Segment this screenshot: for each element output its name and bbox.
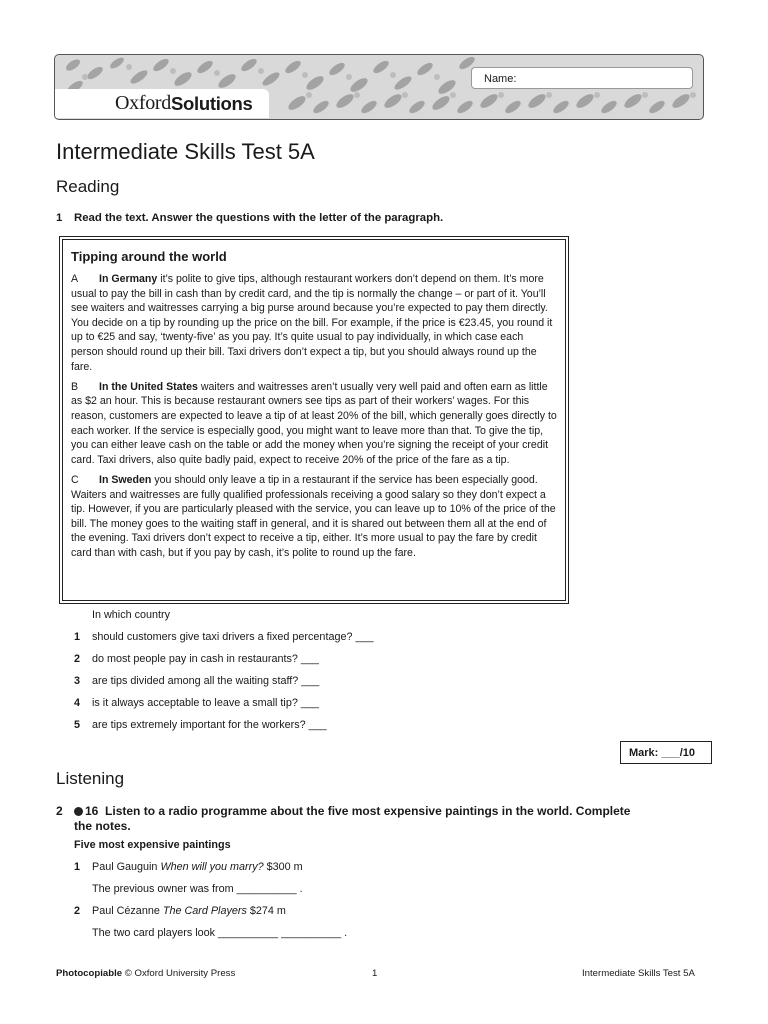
publisher-text: © Oxford University Press <box>122 968 236 979</box>
name-label: Name: <box>484 73 517 85</box>
photocopiable-label: Photocopiable <box>56 968 123 979</box>
page-number: 1 <box>372 968 378 979</box>
question-1[interactable] <box>74 631 373 643</box>
paragraph-c <box>71 473 557 561</box>
paragraph-lead: In the United States <box>99 380 198 393</box>
instruction-text: Read the text. Answer the questions with the letter of the paragraph. <box>74 212 444 224</box>
brand-oxford: Oxford <box>115 92 171 114</box>
note-price: $274 m <box>246 905 286 917</box>
question-text: is it always acceptable to leave a small tip? ___ <box>92 697 319 709</box>
reading-heading: Reading <box>56 177 120 196</box>
paragraph-lead: In Sweden <box>99 473 152 486</box>
instruction-number: 2 <box>56 804 63 818</box>
question-4[interactable] <box>74 697 319 709</box>
listening-heading: Listening <box>56 769 125 788</box>
paragraph-letter: A <box>71 273 79 285</box>
note-artist: Paul Cézanne <box>92 905 163 917</box>
note-price: $300 m <box>263 861 303 873</box>
question-text: are tips divided among all the waiting staff? ___ <box>92 675 320 687</box>
instruction-number: 1 <box>56 212 63 224</box>
instruction-text-cont: the notes. <box>74 819 131 833</box>
brand-solutions: Solutions <box>170 92 253 114</box>
note-painting: When will you marry? <box>160 861 264 873</box>
paragraph-body: you should only leave a tip in a restaurant if the service has been especially good. Waiters and waitresses are fully qualified professionals receiving a good salary so they don’t expect a tip. However, if you are particularly pleased with the service, you can leave up to 10% of the price of the bill. The money goes to the waiting staff in general, and it is shared out between them all at the end of the evening. Taxi drivers don’t expect to receive a tip, either. It’s more usual to pay the fare by credit card than with cash, but if you pay by cash, it’s polite to round up the fare. <box>71 473 556 559</box>
text-title: Tipping around the world <box>71 249 227 264</box>
paragraph-b <box>71 380 557 468</box>
question-number: 1 <box>74 631 81 643</box>
reading-instruction <box>56 212 443 224</box>
notes-heading: Five most expensive paintings <box>74 839 231 851</box>
reading-text-box <box>59 236 569 604</box>
question-number: 5 <box>74 719 81 731</box>
question-2[interactable] <box>74 653 319 665</box>
note-number: 2 <box>74 905 81 917</box>
paragraph-letter: C <box>71 473 79 486</box>
note-number: 1 <box>74 861 81 873</box>
mark-box[interactable] <box>620 741 712 764</box>
question-number: 3 <box>74 675 81 687</box>
instruction-text: Listen to a radio programme about the five most expensive paintings in the world. Complete <box>105 804 631 818</box>
question-text: do most people pay in cash in restaurants? ___ <box>92 653 319 665</box>
header-banner <box>54 54 704 120</box>
paragraph-letter: B <box>71 380 79 393</box>
footer-test-name: Intermediate Skills Test 5A <box>582 968 695 979</box>
paragraph-lead: In Germany <box>99 273 158 285</box>
question-text: are tips extremely important for the workers? ___ <box>92 719 327 731</box>
questions-intro: In which country <box>92 609 171 621</box>
note-1-detail[interactable]: The previous owner was from __________ . <box>92 883 303 895</box>
note-2-detail[interactable]: The two card players look __________ __________ . <box>92 927 348 939</box>
paragraph-a <box>71 272 557 374</box>
question-text: should customers give taxi drivers a fixed percentage? ___ <box>92 631 374 643</box>
audio-track-icon <box>74 807 83 816</box>
paragraph-body: waiters and waitresses aren’t usually very well paid and often earn as little as $2 an hour. This is because restaurant owners see tips as part of their workers’ wages. For this reason, customers are expected to leave a tip of at least 20% of the bill, which generally goes directly to each worker. If the service is especially good, you might want to leave more than that. To give the tip, you can either leave cash on the table or add the money when you’re signing the receipt of your credit card. Taxi drivers, also quite badly paid, expect to receive 20% of the price of the fare as a tip. <box>71 380 557 466</box>
question-5[interactable] <box>74 719 327 731</box>
listening-instruction <box>56 804 696 834</box>
brand-logo <box>55 89 269 118</box>
note-2 <box>74 905 286 917</box>
footer-copyright <box>56 968 235 979</box>
paragraph-body: it’s polite to give tips, although restaurant workers don’t depend on them. It’s more usual to pay the bill in cash than by credit card, and the tip is normally the change – or part of it. You’ll see waiters and waitresses carrying a big purse around because you’re expected to pay them directly. You decide on a tip by rounding up the price on the bill. For example, if the price is €23.45, you round it up to €25 and say, ‘twenty-five’ as you pay. It’s quite usual to pay individually, in which case each person should round up their bill. Taxi drivers don’t expect a tip, but you should always round up the fare. <box>71 273 553 373</box>
question-number: 4 <box>74 697 81 709</box>
note-1 <box>74 861 303 873</box>
note-artist: Paul Gauguin <box>92 861 161 873</box>
page-title: Intermediate Skills Test 5A <box>56 139 315 164</box>
mark-label: Mark: ___/10 <box>629 746 696 759</box>
question-number: 2 <box>74 653 81 665</box>
name-field[interactable] <box>471 67 693 89</box>
note-painting: The Card Players <box>162 905 247 917</box>
track-number: 16 <box>85 804 99 818</box>
question-3[interactable] <box>74 675 319 687</box>
